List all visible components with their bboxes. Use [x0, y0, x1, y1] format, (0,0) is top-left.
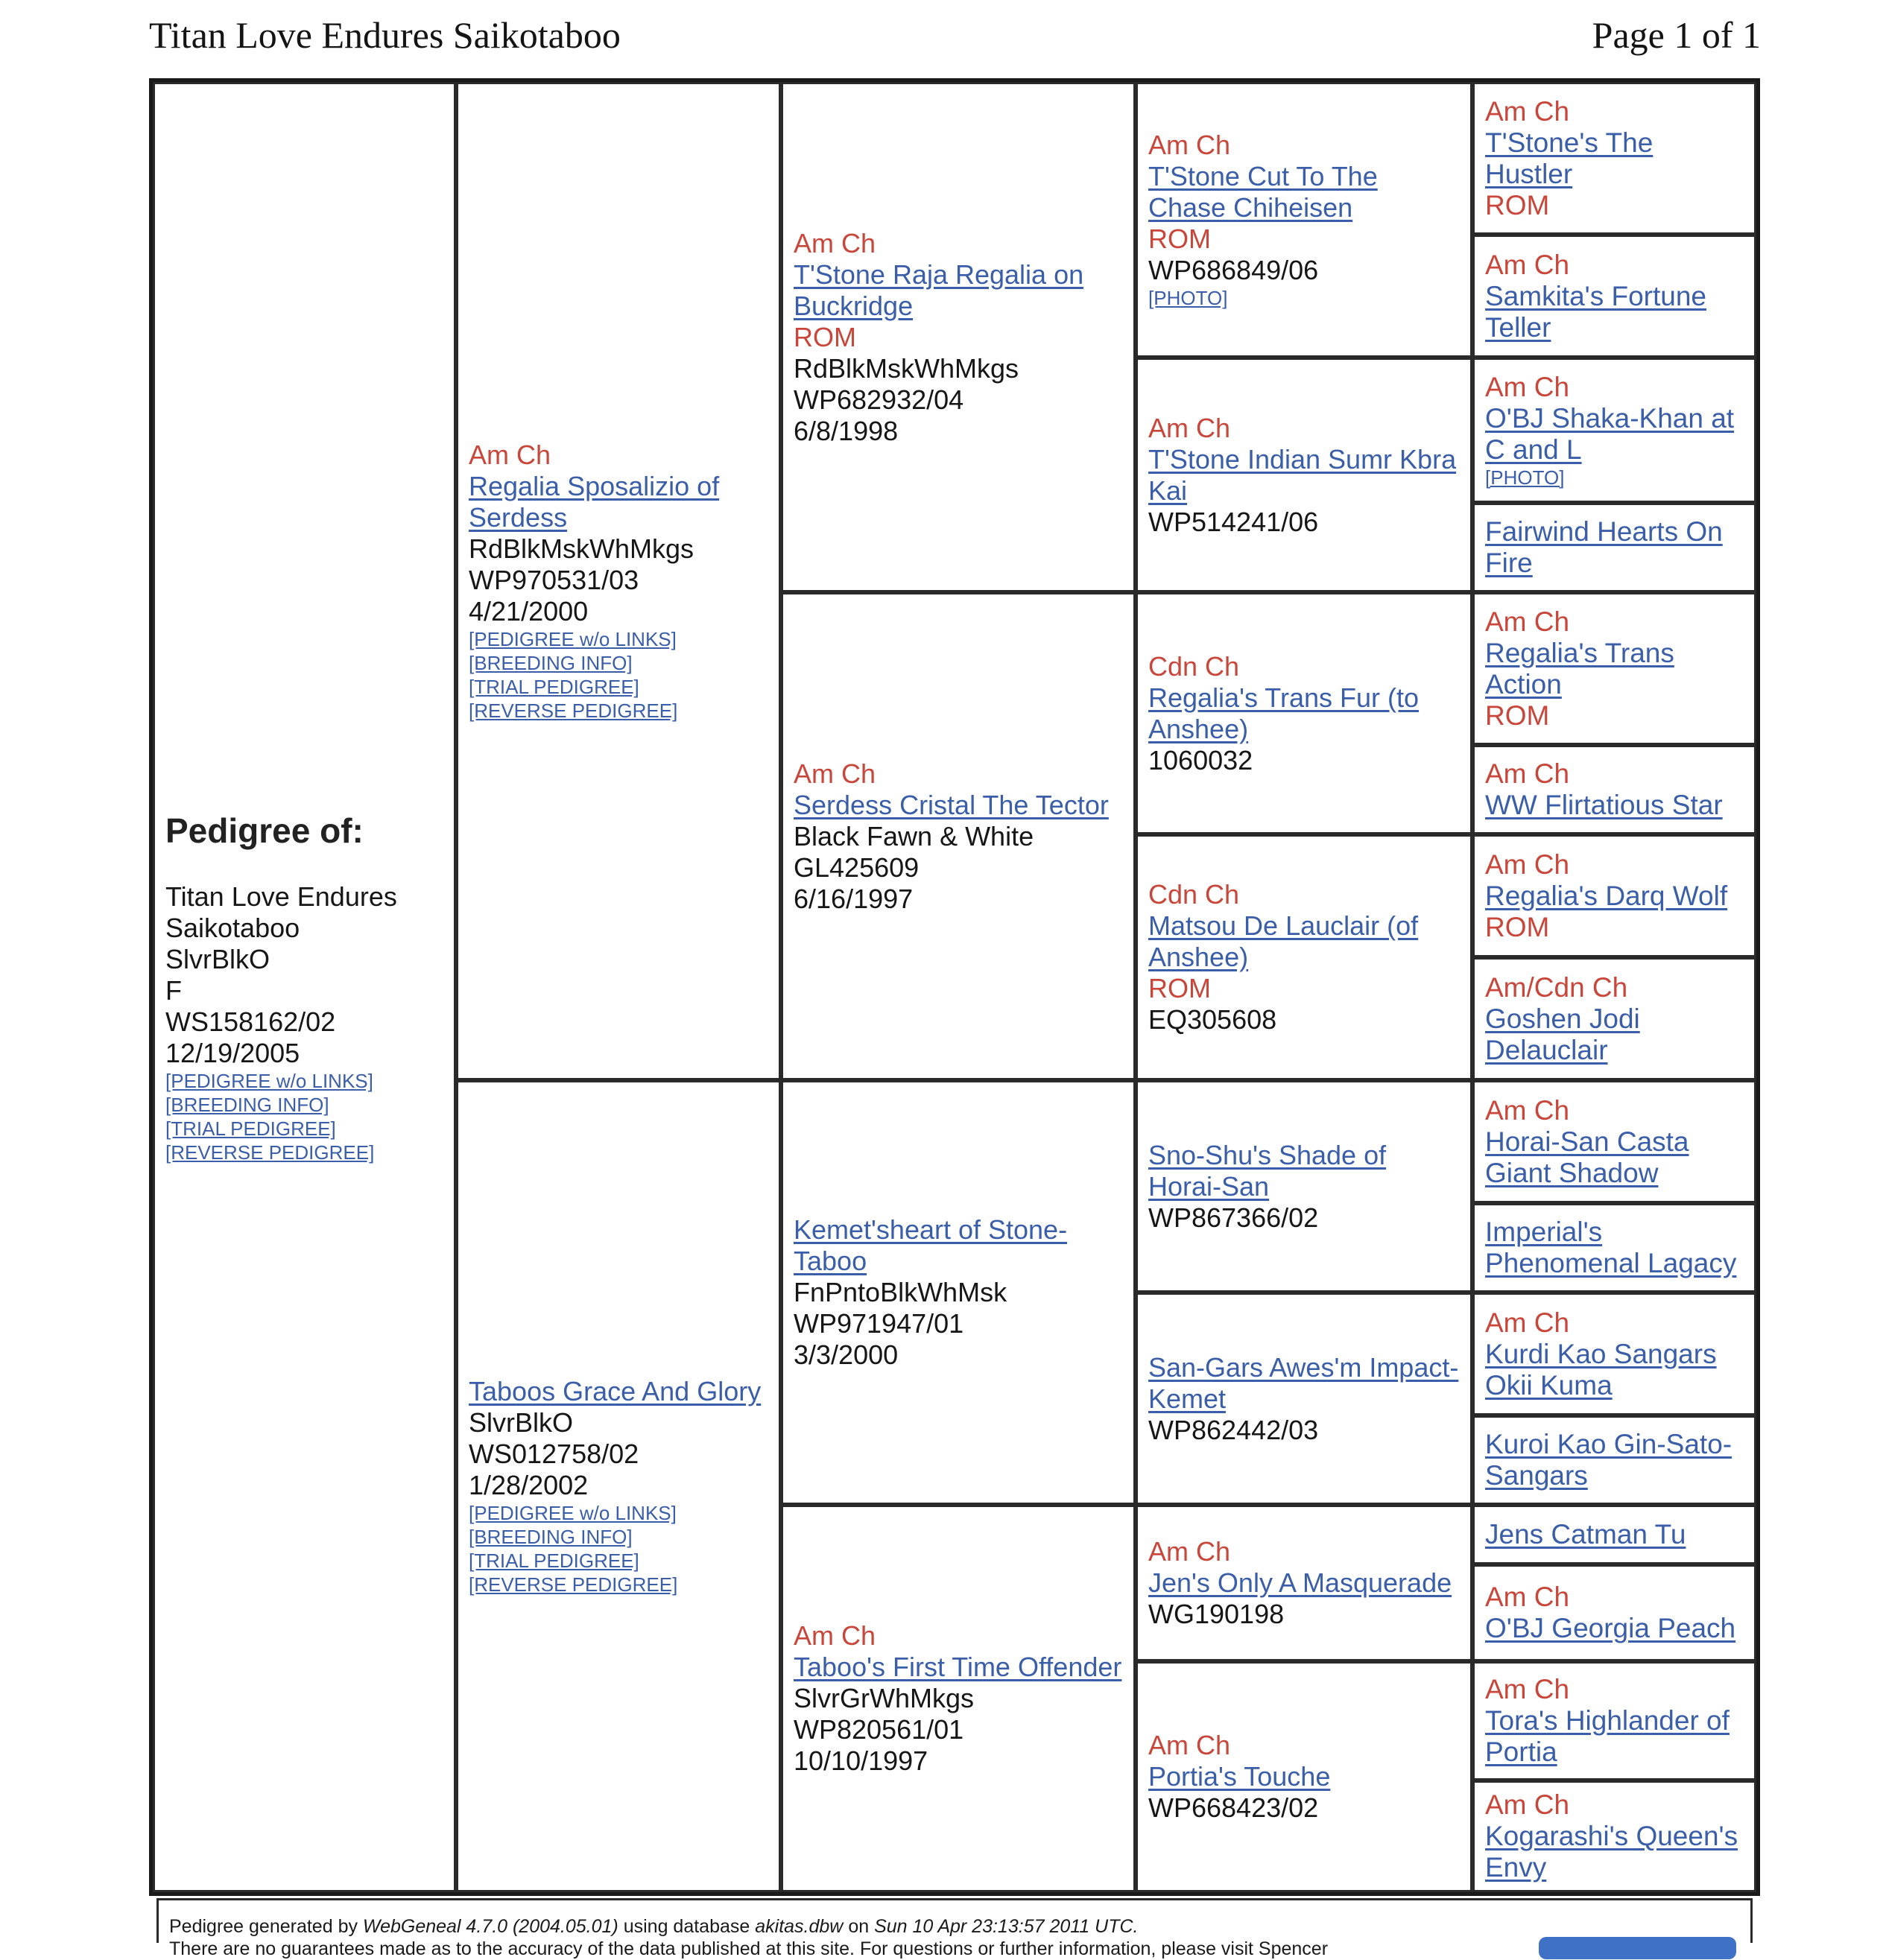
ancestor-name-link[interactable]: San-Gars Awes'm Impact-Kemet — [1148, 1351, 1459, 1414]
ancestor-name-link[interactable]: Taboo's First Time Offender — [794, 1652, 1122, 1682]
gen5-cell-3 — [1472, 358, 1756, 503]
ancestor-title: Cdn Ch — [1148, 650, 1240, 682]
subject-name-line2: Saikotaboo — [165, 913, 300, 943]
gen4-cell-6 — [1136, 1293, 1472, 1505]
ancestor-name-link[interactable]: Sno-Shu's Shade of Horai-San — [1148, 1139, 1387, 1202]
pedigree-without-links-link[interactable]: [PEDIGREE w/o LINKS] — [165, 1070, 373, 1092]
sire-registration: WP970531/03 — [469, 565, 639, 595]
ancestor-title: Am Ch — [1485, 1094, 1570, 1126]
ancestor-title: Am Ch — [1485, 1582, 1570, 1612]
page-number: Page 1 of 1 — [1592, 14, 1761, 56]
ancestor-registration: GL425609 — [794, 851, 920, 883]
dam-color: SlvrBlkO — [469, 1407, 574, 1438]
gen4-cell-1 — [1136, 82, 1472, 358]
gen3-cell-2 — [781, 592, 1136, 1080]
rom-badge: ROM — [1148, 973, 1211, 1003]
photo-link[interactable]: [PHOTO] — [1485, 466, 1565, 489]
breeding-info-link[interactable]: [BREEDING INFO] — [165, 1094, 329, 1116]
gen5-cell-2 — [1472, 235, 1756, 358]
ancestor-title: Cdn Ch — [1148, 879, 1240, 910]
ancestor-name-link[interactable]: T'Stone Cut To The Chase Chiheisen — [1148, 161, 1378, 223]
ancestor-name-link[interactable]: Jens Catman Tu — [1485, 1519, 1686, 1550]
sire-trial-pedigree-link[interactable]: [TRIAL PEDIGREE] — [469, 676, 639, 698]
sire-title: Am Ch — [469, 440, 551, 470]
reverse-pedigree-link[interactable]: [REVERSE PEDIGREE] — [165, 1141, 375, 1164]
ancestor-title: Am Ch — [1485, 249, 1570, 280]
ancestor-name-link[interactable]: Fairwind Hearts On Fire — [1485, 516, 1723, 578]
gen3-cell-4 — [781, 1505, 1136, 1892]
ancestor-registration: WP686849/06 — [1148, 255, 1319, 285]
dam-breeding-info-link[interactable]: [BREEDING INFO] — [469, 1526, 633, 1548]
gen5-cell-6 — [1472, 745, 1756, 834]
footer-note — [156, 1898, 1753, 1959]
ancestor-registration: WP867366/02 — [1148, 1202, 1319, 1233]
ancestor-name-link[interactable]: Serdess Cristal The Tector — [794, 789, 1109, 820]
gen5-cell-11 — [1472, 1293, 1756, 1415]
ancestor-name-link[interactable]: O'BJ Georgia Peach — [1485, 1613, 1736, 1643]
dam-cell — [456, 1080, 781, 1892]
ancestor-title: Am Ch — [794, 758, 876, 789]
footer-on: on — [843, 1916, 875, 1937]
gen4-cell-8 — [1136, 1661, 1472, 1892]
footer-generated-line — [169, 1915, 1740, 1938]
sire-name-link[interactable]: Regalia Sposalizio of Serdess — [469, 471, 720, 533]
ancestor-name-link[interactable]: Jen's Only A Masquerade — [1148, 1567, 1452, 1598]
ancestor-title: Am Ch — [1485, 1789, 1570, 1820]
sire-breeding-info-link[interactable]: [BREEDING INFO] — [469, 652, 633, 674]
gen4-cell-7 — [1136, 1505, 1472, 1661]
ancestor-registration: 1060032 — [1148, 744, 1253, 776]
ancestor-name-link[interactable]: Tora's Highlander of Portia — [1485, 1705, 1730, 1767]
rom-badge: ROM — [1485, 911, 1550, 942]
ancestor-name-link[interactable]: Regalia's Trans Fur (to Anshee) — [1148, 682, 1420, 744]
ancestor-name-link[interactable]: Horai-San Casta Giant Shadow — [1485, 1126, 1689, 1188]
gen4-cell-4 — [1136, 834, 1472, 1080]
footer-database: akitas.dbw — [755, 1916, 844, 1937]
ancestor-name-link[interactable]: Imperial's Phenomenal Lagacy — [1485, 1217, 1737, 1278]
ancestor-registration: EQ305608 — [1148, 1004, 1277, 1035]
footer-generated-prefix: Pedigree generated by — [169, 1916, 363, 1937]
dam-name-link[interactable]: Taboos Grace And Glory — [469, 1376, 762, 1406]
ancestor-name-link[interactable]: Portia's Touche — [1148, 1761, 1331, 1792]
ancestor-dob: 10/10/1997 — [794, 1745, 928, 1776]
ancestor-name-link[interactable]: T'Stone Indian Sumr Kbra Kai — [1148, 443, 1457, 506]
ancestor-title: Am Ch — [794, 227, 876, 259]
ancestor-name-link[interactable]: O'BJ Shaka-Khan at C and L — [1485, 402, 1735, 465]
gen5-cell-16 — [1472, 1780, 1756, 1892]
dam-trial-pedigree-link[interactable]: [TRIAL PEDIGREE] — [469, 1550, 639, 1572]
sire-pedigree-without-links-link[interactable]: [PEDIGREE w/o LINKS] — [469, 628, 677, 650]
ancestor-title: Am Ch — [1148, 1730, 1231, 1760]
ancestor-name-link[interactable]: Kemet'sheart of Stone-Taboo — [794, 1214, 1068, 1276]
ancestor-dob: 6/8/1998 — [794, 415, 899, 446]
dam-registration: WS012758/02 — [469, 1439, 639, 1469]
ancestor-name-link[interactable]: Regalia's Trans Action — [1485, 637, 1674, 700]
ancestor-name-link[interactable]: Matsou De Lauclair (of Anshee) — [1148, 910, 1419, 972]
sire-color: RdBlkMskWhMkgs — [469, 533, 694, 564]
ancestor-dob: 6/16/1997 — [794, 883, 914, 914]
pedigree-of-heading: Pedigree of: — [165, 811, 364, 850]
sire-cell — [456, 82, 781, 1080]
ancestor-title: Am Ch — [1485, 1674, 1570, 1704]
footer-disclaimer: There are no guarantees made as to the accuracy of the data published at this site. For questions or further information, please visit Spencer — [169, 1938, 1329, 1959]
gen5-cell-1 — [1472, 82, 1756, 235]
ancestor-title: Am Ch — [1485, 758, 1570, 789]
ancestor-registration: WP820561/01 — [794, 1714, 964, 1745]
footer-software: WebGeneal 4.7.0 (2004.05.01) — [362, 1916, 618, 1937]
ancestor-title: Am Ch — [794, 1620, 876, 1651]
gen5-cell-14 — [1472, 1564, 1756, 1661]
sire-reverse-pedigree-link[interactable]: [REVERSE PEDIGREE] — [469, 700, 678, 722]
rom-badge: ROM — [1148, 223, 1211, 254]
gen5-cell-8 — [1472, 957, 1756, 1080]
ancestor-color: Black Fawn & White — [794, 820, 1034, 851]
gen5-cell-12 — [1472, 1415, 1756, 1505]
dam-reverse-pedigree-link[interactable]: [REVERSE PEDIGREE] — [469, 1573, 678, 1596]
ancestor-registration: WP971947/01 — [794, 1308, 964, 1339]
ancestor-name-link[interactable]: Kogarashi's Queen's Envy — [1485, 1821, 1738, 1883]
gen5-cell-10 — [1472, 1203, 1756, 1293]
ancestor-registration: WP668423/02 — [1148, 1792, 1319, 1823]
ancestor-name-link[interactable]: T'Stone Raja Regalia on Buckridge — [794, 259, 1084, 321]
gen5-cell-15 — [1472, 1661, 1756, 1780]
ancestor-name-link[interactable]: T'Stone's The Hustler — [1485, 127, 1654, 189]
rom-badge: ROM — [1485, 700, 1550, 731]
rom-badge: ROM — [1485, 189, 1550, 221]
ancestor-color: RdBlkMskWhMkgs — [794, 352, 1019, 384]
subject-registration: WS158162/02 — [165, 1006, 336, 1037]
subject-dob: 12/19/2005 — [165, 1038, 300, 1068]
ancestor-registration: WP862442/03 — [1148, 1414, 1319, 1445]
dam-dob: 1/28/2002 — [469, 1470, 589, 1500]
ancestor-name-link[interactable]: Regalia's Darq Wolf — [1485, 880, 1728, 911]
dam-pedigree-without-links-link[interactable]: [PEDIGREE w/o LINKS] — [469, 1502, 677, 1524]
ancestor-title: Am Ch — [1148, 412, 1231, 443]
gen5-cell-5 — [1472, 592, 1756, 745]
gen4-cell-5 — [1136, 1080, 1472, 1293]
ancestor-name-link[interactable]: Goshen Jodi Delauclair — [1485, 1003, 1640, 1065]
ancestor-title: Am Ch — [1148, 1536, 1231, 1567]
ancestor-name-link[interactable]: WW Flirtatious Star — [1485, 790, 1723, 820]
gen5-cell-4 — [1472, 503, 1756, 592]
ancestor-name-link[interactable]: Kuroi Kao Gin-Sato-Sangars — [1485, 1429, 1732, 1491]
sire-dob: 4/21/2000 — [469, 596, 589, 627]
ancestor-dob: 3/3/2000 — [794, 1339, 899, 1370]
gen3-cell-1 — [781, 82, 1136, 592]
footer-timestamp: Sun 10 Apr 23:13:57 2011 UTC. — [874, 1916, 1139, 1937]
subject-sex: F — [165, 975, 182, 1006]
footer-db-prefix: using database — [618, 1916, 756, 1937]
subject-name-line1: Titan Love Endures — [165, 881, 397, 912]
gen3-cell-3 — [781, 1080, 1136, 1505]
gen4-cell-2 — [1136, 358, 1472, 592]
gen5-cell-9 — [1472, 1080, 1756, 1203]
ancestor-title: Am Ch — [1485, 606, 1570, 637]
ancestor-registration: WP682932/04 — [794, 384, 964, 415]
trial-pedigree-link[interactable]: [TRIAL PEDIGREE] — [165, 1117, 336, 1140]
ancestor-title: Am Ch — [1485, 95, 1570, 127]
photo-link[interactable]: [PHOTO] — [1148, 287, 1228, 309]
footer-button[interactable] — [1539, 1937, 1736, 1959]
gen4-cell-3 — [1136, 592, 1472, 834]
ancestor-title: Am Ch — [1485, 1307, 1570, 1338]
gen5-cell-7 — [1472, 834, 1756, 957]
ancestor-title: Am Ch — [1485, 849, 1570, 880]
pedigree-table — [149, 78, 1760, 1896]
ancestor-title: Am Ch — [1485, 371, 1570, 402]
subject-color: SlvrBlkO — [165, 944, 270, 974]
ancestor-name-link[interactable]: Kurdi Kao Sangars Okii Kuma — [1485, 1338, 1717, 1401]
ancestor-registration: WP514241/06 — [1148, 506, 1319, 537]
ancestor-name-link[interactable]: Samkita's Fortune Teller — [1485, 280, 1707, 343]
subject-cell — [153, 82, 456, 1892]
gen5-cell-13 — [1472, 1505, 1756, 1564]
ancestor-color: SlvrGrWhMkgs — [794, 1683, 974, 1713]
ancestor-title: Am Ch — [1148, 130, 1231, 160]
ancestor-registration: WG190198 — [1148, 1599, 1285, 1629]
page-header-title: Titan Love Endures Saikotaboo — [149, 14, 621, 56]
ancestor-color: FnPntoBlkWhMsk — [794, 1277, 1007, 1307]
ancestor-title: Am/Cdn Ch — [1485, 971, 1628, 1003]
rom-badge: ROM — [794, 321, 856, 352]
